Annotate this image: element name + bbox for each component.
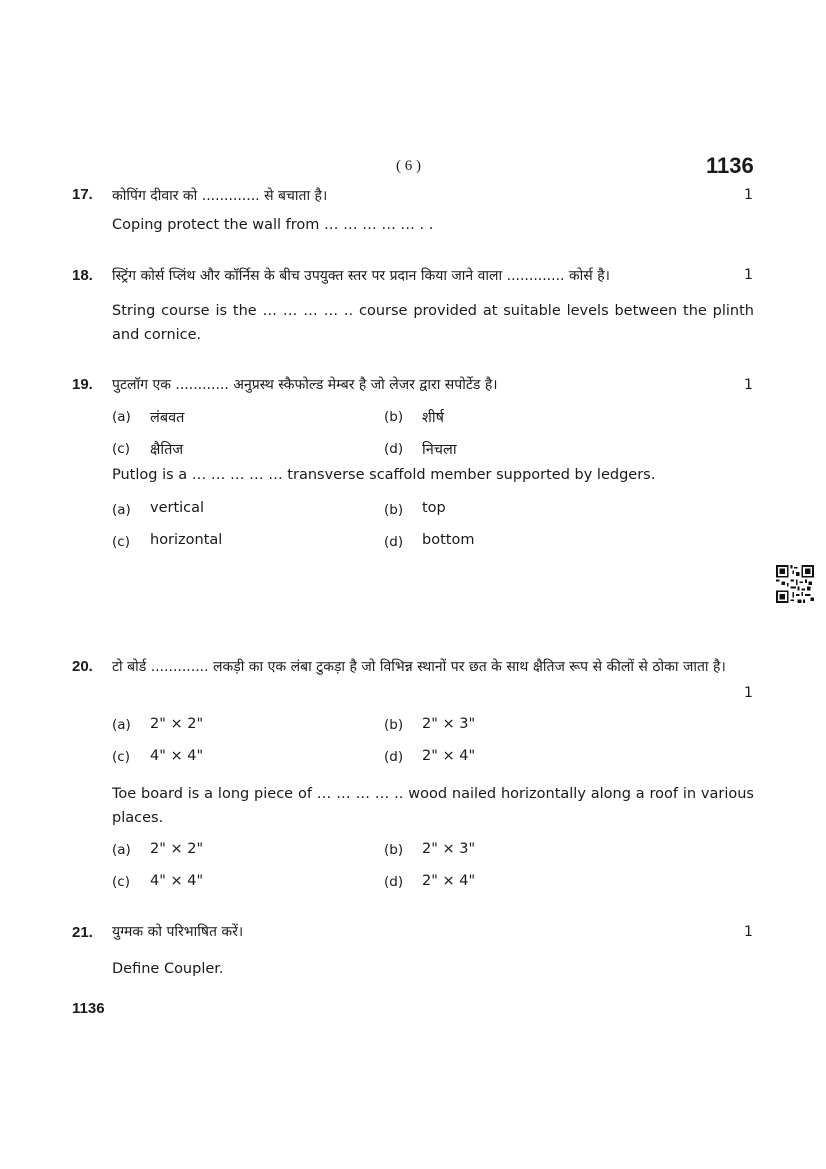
question-20-marks: 1 (744, 685, 753, 701)
question-17-marks: 1 (744, 187, 753, 203)
q20-hi-option-b-label: (b) (384, 717, 404, 733)
question-20-hindi: टो बोर्ड ............. लकड़ी का एक लंबा टुकड़ा है जो विभिन्न स्थानों पर छत के साथ क्षैतिज रूप से कीलों से ठोका जाता है। (112, 659, 726, 675)
q20-hi-option-b-text: 2" × 3" (422, 716, 476, 732)
qr-code-icon (776, 565, 814, 603)
question-17-number: 17. (72, 186, 93, 203)
q20-en-option-a-text: 2" × 2" (150, 841, 204, 857)
q20-hi-option-c-label: (c) (112, 749, 130, 765)
q20-hi-option-d-label: (d) (384, 749, 404, 765)
q19-hi-option-d-label: (d) (384, 441, 404, 457)
question-19-marks: 1 (744, 377, 753, 393)
question-21-hindi: युग्मक को परिभाषित करें। (112, 924, 244, 940)
q19-hi-option-b-label: (b) (384, 409, 404, 425)
q20-en-option-d-text: 2" × 4" (422, 873, 476, 889)
paper-code-header: 1136 (706, 153, 754, 178)
question-19-hindi: पुटलॉग एक ............ अनुप्रस्थ स्कैफोल्ड मेम्बर है जो लेजर द्वारा सपोर्टेड है। (112, 377, 498, 393)
q20-en-option-c-label: (c) (112, 874, 130, 890)
question-21-number: 21. (72, 924, 93, 941)
question-21-english: Define Coupler. (112, 961, 224, 977)
q19-en-option-d-text: bottom (422, 532, 475, 548)
q20-hi-option-d-text: 2" × 4" (422, 748, 476, 764)
q19-en-option-b-label: (b) (384, 502, 404, 518)
paper-code-footer: 1136 (72, 1000, 105, 1017)
q19-hi-option-a-label: (a) (112, 409, 131, 425)
question-18-hindi: स्ट्रिंग कोर्स प्लिंथ और कॉर्निस के बीच उपयुक्त स्तर पर प्रदान किया जाने वाला ............. कोर्स है। (112, 268, 610, 284)
q20-hi-option-c-text: 4" × 4" (150, 748, 204, 764)
q20-hi-option-a-label: (a) (112, 717, 131, 733)
q19-en-option-d-label: (d) (384, 534, 404, 550)
q20-hi-option-a-text: 2" × 2" (150, 716, 204, 732)
q19-hi-option-a-text: लंबवत (150, 410, 185, 426)
q19-hi-option-c-text: क्षैतिज (150, 442, 184, 458)
q20-en-option-b-label: (b) (384, 842, 404, 858)
question-18-number: 18. (72, 267, 93, 284)
q20-en-option-b-text: 2" × 3" (422, 841, 476, 857)
q19-en-option-c-text: horizontal (150, 532, 223, 548)
q19-en-option-a-text: vertical (150, 500, 205, 516)
question-21-marks: 1 (744, 924, 753, 940)
question-19-english: Putlog is a … … … … … transverse scaffold member supported by ledgers. (112, 467, 656, 483)
question-19-number: 19. (72, 376, 93, 393)
question-17-english: Coping protect the wall from … … … … … . . (112, 217, 434, 233)
q19-hi-option-b-text: शीर्ष (422, 410, 444, 426)
q20-en-option-a-label: (a) (112, 842, 131, 858)
q20-en-option-c-text: 4" × 4" (150, 873, 204, 889)
question-18-english: String course is the … … … … .. course provided at suitable levels between the plinth and cornice. (112, 303, 754, 343)
page-number: ( 6 ) (396, 158, 421, 174)
q19-en-option-a-label: (a) (112, 502, 131, 518)
q19-en-option-c-label: (c) (112, 534, 130, 550)
question-17-hindi: कोपिंग दीवार को ............. से बचाता है। (112, 188, 328, 204)
q20-en-option-d-label: (d) (384, 874, 404, 890)
q19-hi-option-c-label: (c) (112, 441, 130, 457)
question-20-number: 20. (72, 658, 93, 675)
question-20-english: Toe board is a long piece of … … … … .. wood nailed horizontally along a roof in various places. (112, 786, 754, 826)
q19-en-option-b-text: top (422, 500, 446, 516)
q19-hi-option-d-text: निचला (422, 442, 457, 458)
question-18-marks: 1 (744, 267, 753, 283)
